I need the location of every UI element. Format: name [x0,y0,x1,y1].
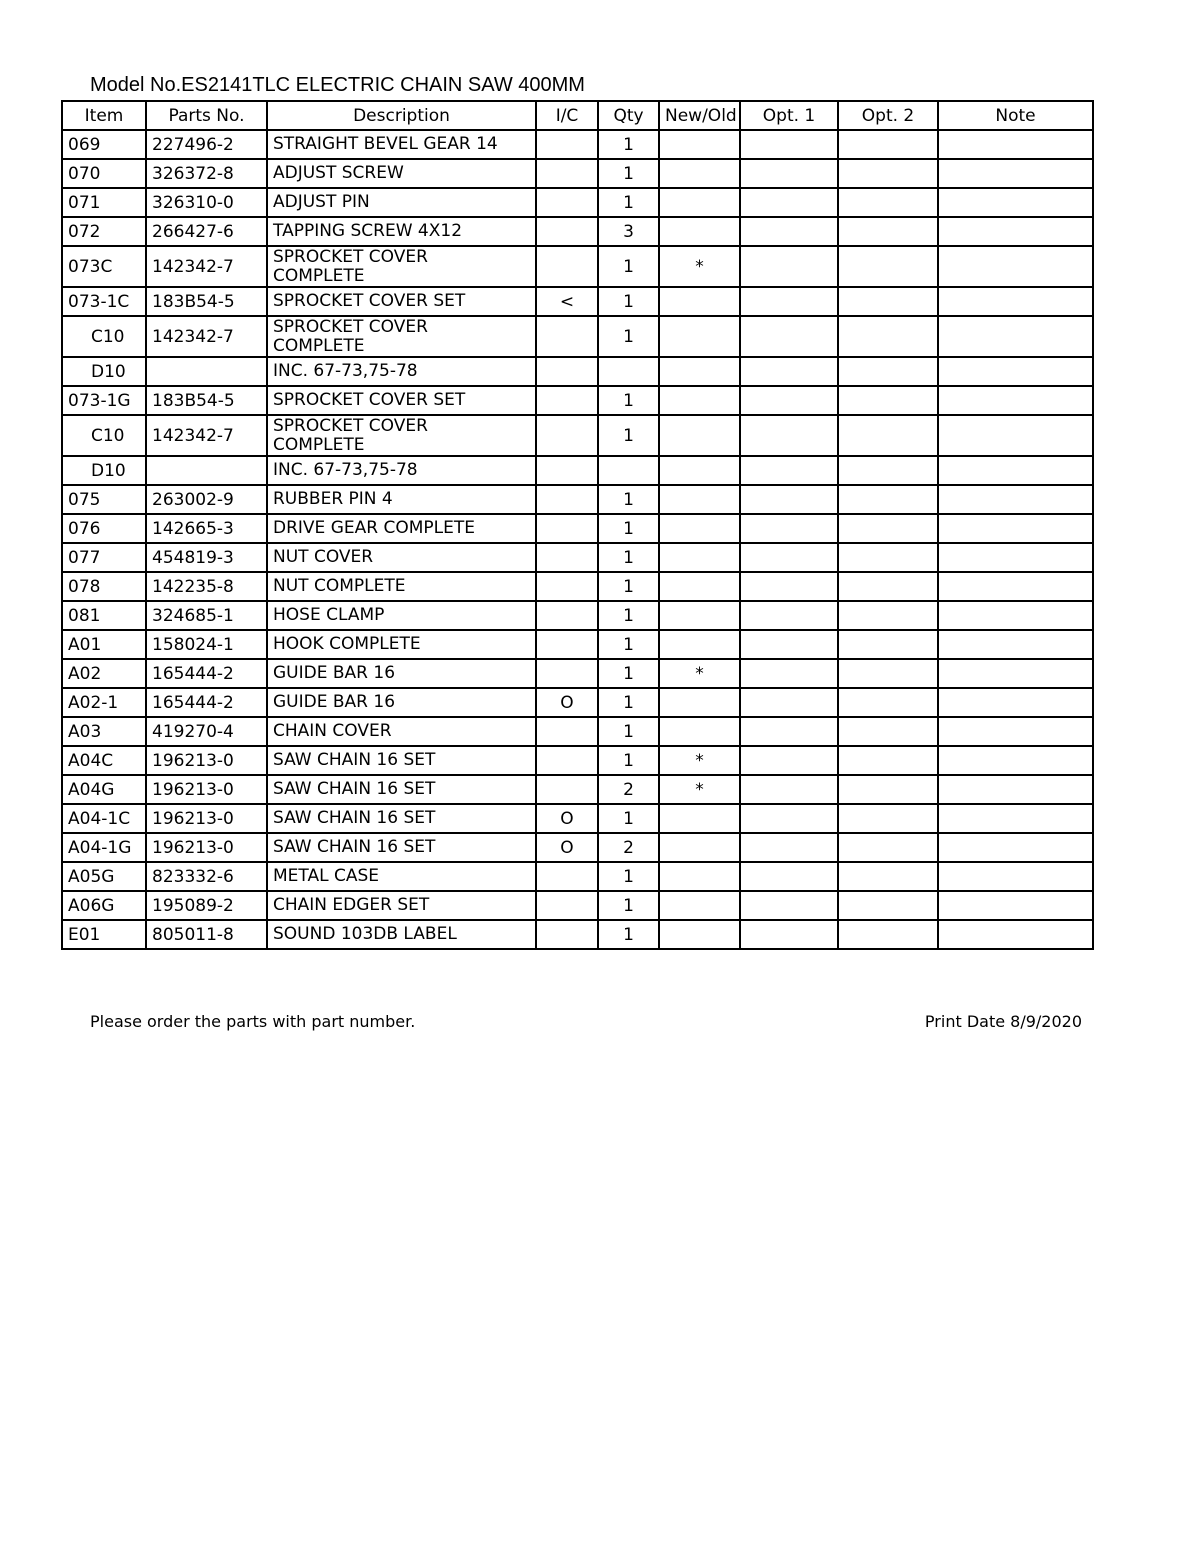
item-cell: A05G [62,862,146,891]
ic-cell [536,415,598,456]
opt-1-cell [740,833,838,862]
opt-1-cell [740,601,838,630]
new-old-cell [659,920,740,949]
new-old-cell [659,316,740,357]
ic-cell: O [536,833,598,862]
opt-2-cell [838,630,938,659]
description-cell: SPROCKET COVER SET [267,386,536,415]
note-cell [938,188,1093,217]
note-cell [938,543,1093,572]
part-number-cell: 419270-4 [146,717,267,746]
column-header-ic: I/C [536,101,598,130]
table-row [62,833,1093,862]
part-number-cell: 196213-0 [146,804,267,833]
table-row [62,287,1093,316]
note-cell [938,415,1093,456]
table-row [62,130,1093,159]
column-header-item: Item [62,101,146,130]
description-cell: ADJUST SCREW [267,159,536,188]
item-cell: A02 [62,659,146,688]
table-row [62,717,1093,746]
new-old-cell [659,456,740,485]
new-old-cell [659,415,740,456]
qty-cell: 1 [598,386,659,415]
opt-2-cell [838,543,938,572]
table-row [62,485,1093,514]
part-number-cell: 266427-6 [146,217,267,246]
table-row [62,514,1093,543]
opt-1-cell [740,775,838,804]
note-cell [938,775,1093,804]
opt-1-cell [740,891,838,920]
ic-cell [536,386,598,415]
opt-2-cell [838,246,938,287]
opt-2-cell [838,456,938,485]
opt-2-cell [838,188,938,217]
parts-table [61,100,1094,950]
description-cell: SPROCKET COVER SET [267,287,536,316]
part-number-cell: 142235-8 [146,572,267,601]
opt-1-cell [740,572,838,601]
item-cell: 071 [62,188,146,217]
column-header-parts-no: Parts No. [146,101,267,130]
qty-cell: 1 [598,159,659,188]
opt-1-cell [740,456,838,485]
opt-2-cell [838,601,938,630]
note-cell [938,572,1093,601]
opt-2-cell [838,415,938,456]
note-cell [938,601,1093,630]
opt-2-cell [838,159,938,188]
opt-1-cell [740,659,838,688]
column-header-note: Note [938,101,1093,130]
description-cell: NUT COVER [267,543,536,572]
ic-cell [536,316,598,357]
qty-cell: 1 [598,717,659,746]
part-number-cell: 142665-3 [146,514,267,543]
column-header-qty: Qty [598,101,659,130]
opt-2-cell [838,386,938,415]
description-cell: DRIVE GEAR COMPLETE [267,514,536,543]
qty-cell: 1 [598,601,659,630]
ic-cell [536,659,598,688]
new-old-cell [659,188,740,217]
parts-table-body [62,130,1093,949]
table-row [62,188,1093,217]
table-row [62,688,1093,717]
new-old-cell [659,833,740,862]
item-cell: A04-1G [62,833,146,862]
note-cell [938,514,1093,543]
note-cell [938,920,1093,949]
new-old-cell [659,891,740,920]
table-row [62,920,1093,949]
table-row [62,386,1093,415]
note-cell [938,386,1093,415]
new-old-cell [659,572,740,601]
description-cell: SAW CHAIN 16 SET [267,775,536,804]
opt-1-cell [740,188,838,217]
description-cell: CHAIN COVER [267,717,536,746]
part-number-cell: 454819-3 [146,543,267,572]
new-old-cell [659,804,740,833]
item-cell: 073-1C [62,287,146,316]
description-cell: INC. 67-73,75-78 [267,357,536,386]
qty-cell: 2 [598,833,659,862]
qty-cell: 1 [598,543,659,572]
note-cell [938,130,1093,159]
qty-cell: 1 [598,891,659,920]
description-cell: STRAIGHT BEVEL GEAR 14 [267,130,536,159]
qty-cell: 1 [598,514,659,543]
qty-cell: 1 [598,688,659,717]
ic-cell [536,717,598,746]
qty-cell: 1 [598,804,659,833]
new-old-cell [659,159,740,188]
part-number-cell: 805011-8 [146,920,267,949]
ic-cell [536,572,598,601]
table-row [62,862,1093,891]
ic-cell [536,217,598,246]
ic-cell: O [536,804,598,833]
note-cell [938,246,1093,287]
part-number-cell: 183B54-5 [146,386,267,415]
opt-2-cell [838,572,938,601]
item-cell: D10 [62,357,146,386]
part-number-cell [146,456,267,485]
opt-2-cell [838,485,938,514]
new-old-cell [659,543,740,572]
ic-cell [536,543,598,572]
opt-1-cell [740,217,838,246]
item-cell: 078 [62,572,146,601]
new-old-cell [659,357,740,386]
opt-1-cell [740,514,838,543]
item-cell: 076 [62,514,146,543]
new-old-cell [659,630,740,659]
ic-cell [536,630,598,659]
item-cell: A06G [62,891,146,920]
note-cell [938,746,1093,775]
note-cell [938,357,1093,386]
qty-cell: 1 [598,246,659,287]
opt-1-cell [740,246,838,287]
description-cell: HOSE CLAMP [267,601,536,630]
ic-cell: O [536,688,598,717]
qty-cell: 1 [598,188,659,217]
opt-1-cell [740,688,838,717]
new-old-cell: * [659,246,740,287]
table-row [62,543,1093,572]
ic-cell [536,862,598,891]
part-number-cell: 196213-0 [146,775,267,804]
description-cell: SPROCKET COVER COMPLETE [267,415,536,456]
table-row [62,891,1093,920]
ic-cell [536,746,598,775]
opt-2-cell [838,130,938,159]
opt-2-cell [838,920,938,949]
ic-cell [536,601,598,630]
ic-cell [536,159,598,188]
qty-cell: 1 [598,415,659,456]
ic-cell [536,456,598,485]
part-number-cell: 324685-1 [146,601,267,630]
item-cell: C10 [62,316,146,357]
part-number-cell: 227496-2 [146,130,267,159]
qty-cell: 1 [598,746,659,775]
opt-1-cell [740,386,838,415]
ic-cell [536,357,598,386]
part-number-cell [146,357,267,386]
page-title: Model No.ES2141TLC ELECTRIC CHAIN SAW 400MM [90,74,585,96]
opt-2-cell [838,217,938,246]
opt-1-cell [740,316,838,357]
ic-cell [536,188,598,217]
ic-cell [536,485,598,514]
opt-1-cell [740,746,838,775]
qty-cell: 2 [598,775,659,804]
table-row [62,159,1093,188]
part-number-cell: 263002-9 [146,485,267,514]
ic-cell [536,920,598,949]
opt-2-cell [838,775,938,804]
ic-cell: < [536,287,598,316]
note-cell [938,485,1093,514]
description-cell: SPROCKET COVER COMPLETE [267,246,536,287]
qty-cell: 1 [598,572,659,601]
table-row [62,217,1093,246]
new-old-cell [659,130,740,159]
description-cell: NUT COMPLETE [267,572,536,601]
opt-2-cell [838,514,938,543]
part-number-cell: 326310-0 [146,188,267,217]
opt-2-cell [838,862,938,891]
ic-cell [536,130,598,159]
item-cell: C10 [62,415,146,456]
table-row [62,246,1093,287]
part-number-cell: 165444-2 [146,659,267,688]
note-cell [938,804,1093,833]
qty-cell: 1 [598,630,659,659]
new-old-cell [659,287,740,316]
item-cell: D10 [62,456,146,485]
opt-1-cell [740,485,838,514]
item-cell: A04G [62,775,146,804]
item-cell: 073-1G [62,386,146,415]
new-old-cell [659,688,740,717]
part-number-cell: 326372-8 [146,159,267,188]
description-cell: SPROCKET COVER COMPLETE [267,316,536,357]
note-cell [938,316,1093,357]
note-cell [938,833,1093,862]
part-number-cell: 142342-7 [146,246,267,287]
description-cell: SAW CHAIN 16 SET [267,746,536,775]
part-number-cell: 165444-2 [146,688,267,717]
opt-2-cell [838,891,938,920]
description-cell: GUIDE BAR 16 [267,688,536,717]
opt-2-cell [838,717,938,746]
note-cell [938,659,1093,688]
item-cell: A01 [62,630,146,659]
part-number-cell: 158024-1 [146,630,267,659]
opt-2-cell [838,746,938,775]
print-date: Print Date 8/9/2020 [924,1012,1082,1031]
qty-cell: 1 [598,659,659,688]
table-row [62,316,1093,357]
qty-cell: 1 [598,920,659,949]
column-header-opt-1: Opt. 1 [740,101,838,130]
part-number-cell: 823332-6 [146,862,267,891]
opt-1-cell [740,130,838,159]
description-cell: RUBBER PIN 4 [267,485,536,514]
new-old-cell: * [659,659,740,688]
note-cell [938,891,1093,920]
new-old-cell: * [659,775,740,804]
note-cell [938,159,1093,188]
ic-cell [536,514,598,543]
opt-1-cell [740,804,838,833]
table-row [62,357,1093,386]
opt-2-cell [838,357,938,386]
part-number-cell: 195089-2 [146,891,267,920]
opt-2-cell [838,833,938,862]
part-number-cell: 196213-0 [146,746,267,775]
part-number-cell: 196213-0 [146,833,267,862]
description-cell: GUIDE BAR 16 [267,659,536,688]
column-header-new-old: New/Old [659,101,740,130]
note-cell [938,456,1093,485]
description-cell: SAW CHAIN 16 SET [267,804,536,833]
qty-cell [598,456,659,485]
table-row [62,804,1093,833]
item-cell: 072 [62,217,146,246]
description-cell: SAW CHAIN 16 SET [267,833,536,862]
opt-1-cell [740,159,838,188]
table-row [62,456,1093,485]
note-cell [938,217,1093,246]
opt-2-cell [838,688,938,717]
item-cell: A04C [62,746,146,775]
table-row [62,775,1093,804]
item-cell: A03 [62,717,146,746]
item-cell: A02-1 [62,688,146,717]
opt-1-cell [740,415,838,456]
column-header-opt-2: Opt. 2 [838,101,938,130]
opt-1-cell [740,357,838,386]
description-cell: CHAIN EDGER SET [267,891,536,920]
qty-cell [598,357,659,386]
table-row [62,601,1093,630]
item-cell: 075 [62,485,146,514]
opt-1-cell [740,920,838,949]
qty-cell: 1 [598,130,659,159]
table-row [62,746,1093,775]
opt-2-cell [838,316,938,357]
item-cell: 077 [62,543,146,572]
qty-cell: 3 [598,217,659,246]
new-old-cell [659,217,740,246]
item-cell: 070 [62,159,146,188]
new-old-cell [659,386,740,415]
qty-cell: 1 [598,316,659,357]
new-old-cell [659,717,740,746]
new-old-cell [659,862,740,891]
qty-cell: 1 [598,862,659,891]
item-cell: A04-1C [62,804,146,833]
opt-2-cell [838,287,938,316]
item-cell: 069 [62,130,146,159]
note-cell [938,862,1093,891]
new-old-cell [659,485,740,514]
item-cell: E01 [62,920,146,949]
opt-2-cell [838,804,938,833]
part-number-cell: 142342-7 [146,415,267,456]
item-cell: 081 [62,601,146,630]
opt-2-cell [838,659,938,688]
description-cell: METAL CASE [267,862,536,891]
table-header-row [62,101,1093,130]
order-note: Please order the parts with part number. [90,1012,416,1031]
opt-1-cell [740,630,838,659]
description-cell: INC. 67-73,75-78 [267,456,536,485]
part-number-cell: 183B54-5 [146,287,267,316]
item-cell: 073C [62,246,146,287]
new-old-cell: * [659,746,740,775]
opt-1-cell [740,287,838,316]
note-cell [938,287,1093,316]
qty-cell: 1 [598,287,659,316]
ic-cell [536,246,598,287]
opt-1-cell [740,717,838,746]
description-cell: ADJUST PIN [267,188,536,217]
note-cell [938,630,1093,659]
opt-1-cell [740,862,838,891]
table-row [62,659,1093,688]
description-cell: HOOK COMPLETE [267,630,536,659]
ic-cell [536,891,598,920]
table-row [62,630,1093,659]
qty-cell: 1 [598,485,659,514]
table-row [62,415,1093,456]
opt-1-cell [740,543,838,572]
column-header-description: Description [267,101,536,130]
ic-cell [536,775,598,804]
note-cell [938,688,1093,717]
description-cell: TAPPING SCREW 4X12 [267,217,536,246]
part-number-cell: 142342-7 [146,316,267,357]
description-cell: SOUND 103DB LABEL [267,920,536,949]
note-cell [938,717,1093,746]
new-old-cell [659,514,740,543]
table-row [62,572,1093,601]
new-old-cell [659,601,740,630]
